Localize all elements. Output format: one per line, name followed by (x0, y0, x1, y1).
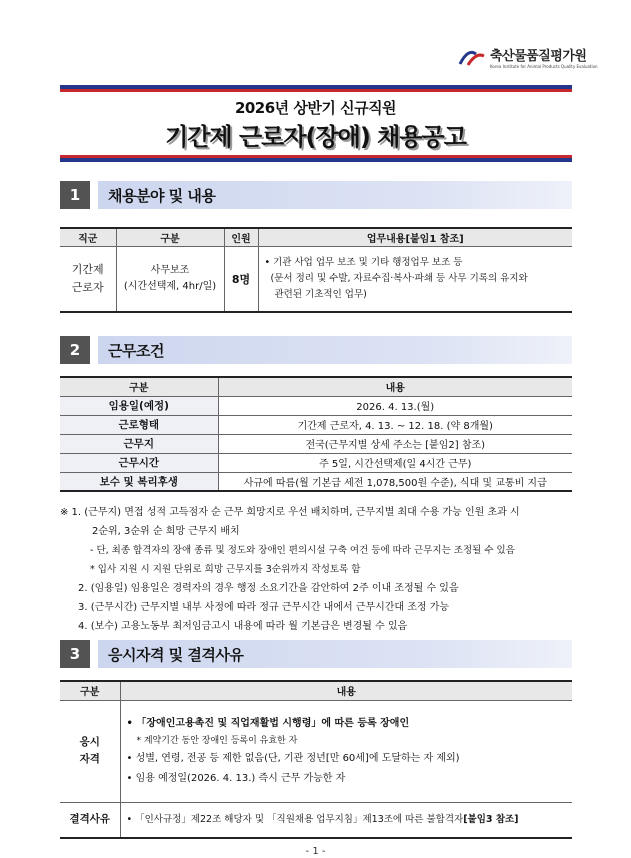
title-bottom-band-navy (60, 158, 572, 162)
logo-name-eng: Korea Institute for Animal Products Quality Evaluation (490, 64, 598, 69)
job-group-cell (60, 246, 116, 312)
title-top-band-red (60, 89, 572, 92)
duty-line: 관련된 기초적인 업무) (274, 288, 367, 300)
header-cell: 구분 (116, 228, 224, 246)
qualification-line: • 「장애인고용촉진 및 직업재활법 시행령」에 따른 등록 장애인 (126, 717, 410, 729)
row-label: 임용일(예정) (60, 396, 218, 415)
duty-cell (258, 246, 572, 312)
label-line: 자격 (79, 753, 100, 765)
row-value: 2026. 4. 13.(월) (218, 396, 572, 415)
section-title: 채용분야 및 내용 (98, 181, 572, 209)
header-cell: 내용 (218, 377, 572, 396)
section-title: 근무조건 (98, 336, 572, 364)
disqualification-text: • 「인사규정」제22조 해당자 및 「직원채용 업무지침」제13조에 따른 불합격자 (126, 813, 464, 825)
duty-line: (문서 정리 및 수발, 자료수집·복사·파쇄 등 사무 기록의 유지와 (270, 272, 528, 284)
category-cell (116, 246, 224, 312)
note-line: ※ 1. (근무지) 면접 성적 고득점자 순 근무 희망지로 우선 배치하며, 근무지별 최대 수용 가능 인원 초과 시 (60, 507, 520, 518)
qualification-line: • 성별, 연령, 전공 등 제한 없음(단, 기관 정년[만 60세]에 도달하는 자 제외) (126, 752, 460, 764)
qualification-content (120, 700, 572, 802)
doc-subtitle: 2026년 상반기 신규직원 (234, 99, 397, 117)
row-label: 근무지 (60, 434, 218, 453)
row-label: 근무시간 (60, 453, 218, 472)
table-row (60, 700, 572, 802)
table-row (60, 434, 572, 453)
note-line: * 입사 지원 시 지원 단위로 희망 근무지를 3순위까지 작성토록 함 (90, 564, 361, 575)
attachment-ref: [붙임3 참조] (463, 813, 519, 825)
header-cell: 내용 (120, 681, 572, 700)
conditions-table (60, 376, 572, 492)
doc-title: 기간제 근로자(장애) 채용공고 (165, 123, 466, 151)
header-cell: 직군 (60, 228, 116, 246)
row-label: 근로형태 (60, 415, 218, 434)
header-cell: 인원 (224, 228, 258, 246)
category-line: (시간선택제, 4hr/일) (123, 280, 217, 292)
header-cell: 구분 (60, 681, 120, 700)
conditions-notes (60, 503, 580, 636)
note-line: 2. (임용일) 임용일은 경력자의 경우 행정 소요기간을 감안하여 2주 이내 조정될 수 있음 (78, 583, 459, 594)
logo-mark-icon (458, 46, 486, 68)
job-line: 기간제 (71, 262, 104, 276)
row-label: 보수 및 복리후생 (60, 472, 218, 491)
table-header-row (60, 377, 572, 396)
row-value: 기간제 근로자, 4. 13. ~ 12. 18. (약 8개월) (218, 415, 572, 434)
table-header-row (60, 681, 572, 700)
section-number: 2 (60, 336, 90, 364)
category-line: 사무보조 (150, 264, 190, 276)
note-line: 2순위, 3순위 순 희망 근무지 배치 (92, 526, 240, 537)
table-header-row (60, 228, 572, 246)
row-value: 전국(근무지별 상세 주소는 [붙임2] 참조) (218, 434, 572, 453)
table-row (60, 453, 572, 472)
section-1-header (60, 181, 572, 209)
eligibility-table (60, 680, 572, 839)
table-row (60, 396, 572, 415)
qualification-label (60, 700, 120, 802)
disqualification-label: 결격사유 (60, 802, 120, 838)
note-line: 3. (근무시간) 근무지별 내부 사정에 따라 정규 근무시간 내에서 근무시간대 조정 가능 (78, 602, 450, 613)
institute-logo (458, 45, 598, 69)
section-3-header (60, 640, 572, 668)
table-row (60, 246, 572, 312)
section-2-header (60, 336, 572, 364)
note-line: 4. (보수) 고용노동부 최저임금고시 내용에 따라 월 기본급은 변경될 수 있음 (78, 621, 408, 632)
logo-name-kor: 축산물품질평가원 (490, 49, 587, 64)
qualification-line: • 임용 예정일(2026. 4. 13.) 즉시 근무 가능한 자 (126, 772, 346, 784)
qualification-note: * 계약기간 동안 장애인 등록이 유효한 자 (136, 735, 298, 746)
table-row (60, 415, 572, 434)
row-value: 주 5일, 시간선택제(일 4시간 근무) (218, 453, 572, 472)
disqualification-content (120, 802, 572, 838)
headcount-cell: 8명 (224, 246, 258, 312)
duty-line: • 기관 사업 업무 보조 및 기타 행정업무 보조 등 (264, 256, 463, 268)
section-title: 응시자격 및 결격사유 (98, 640, 572, 668)
table-row (60, 802, 572, 838)
recruit-table (60, 227, 572, 313)
label-line: 응시 (79, 736, 100, 748)
table-row (60, 472, 572, 491)
row-value: 사규에 따름(월 기본급 세전 1,078,500원 수준), 식대 및 교통비 지급 (218, 472, 572, 491)
section-number: 3 (60, 640, 90, 668)
job-line: 근로자 (71, 280, 104, 294)
page-number: - 1 - (305, 846, 326, 857)
section-number: 1 (60, 181, 90, 209)
header-cell: 업무내용[붙임1 참조] (258, 228, 572, 246)
header-cell: 구분 (60, 377, 218, 396)
note-line: - 단, 최종 합격자의 장애 종류 및 정도와 장애인 편의시설 구축 여건 등에 따라 근무지는 조정될 수 있음 (90, 545, 515, 556)
